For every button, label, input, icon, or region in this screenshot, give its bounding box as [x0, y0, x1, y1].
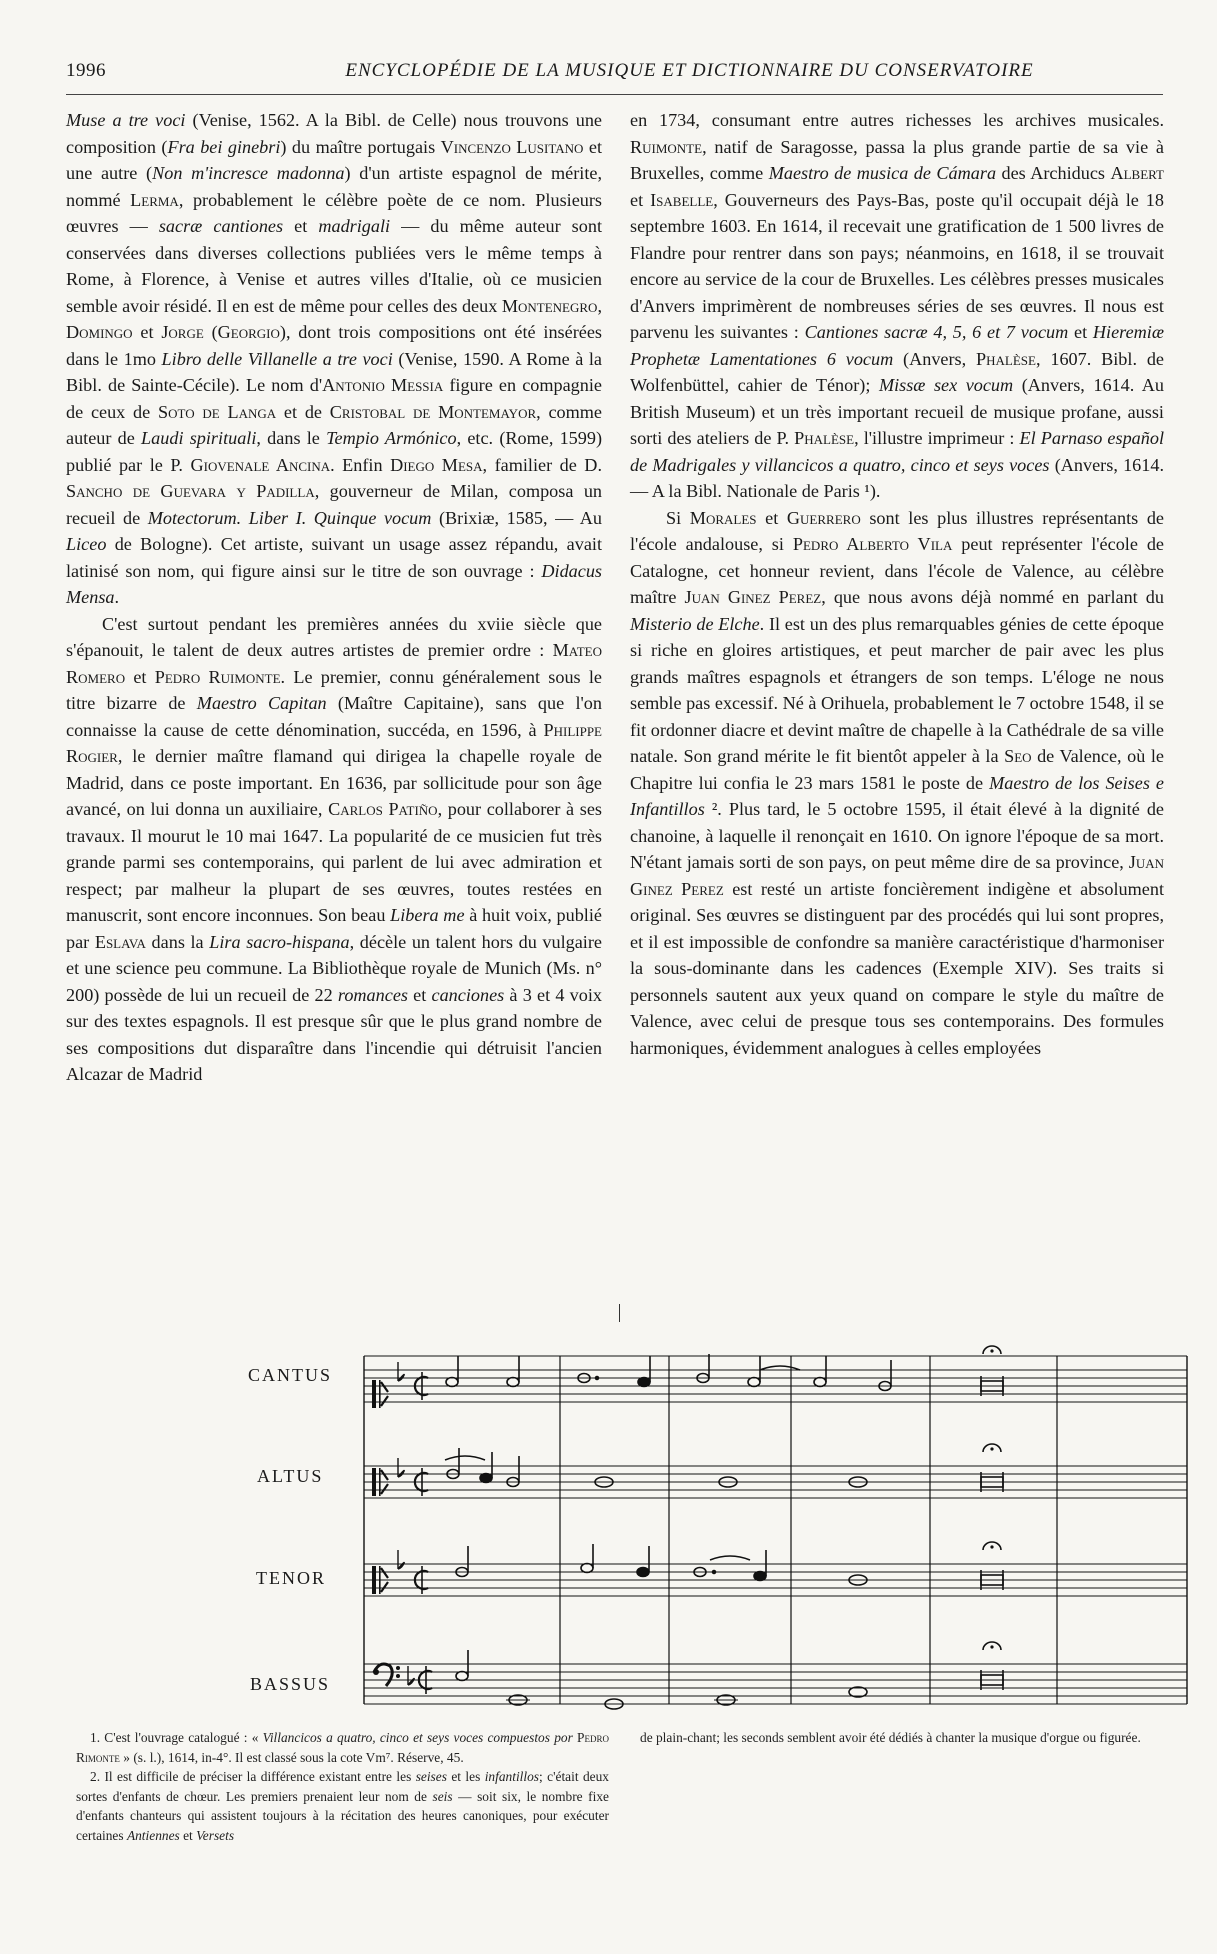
text-run: 2. Il est difficile de préciser la différence existant entre les — [90, 1769, 416, 1784]
text-run: , le dernier maître flamand qui dirigea la chapelle royale de Madrid, dans ce poste important. En 1636, par sollicitude pour son âge avancé, on lui donna un auxiliaire, — [66, 746, 602, 819]
page-header — [66, 60, 1163, 86]
text-run: Pedro Alberto Vila — [792, 534, 953, 554]
text-run: Phalèse — [976, 348, 1036, 369]
text-run: Muse a tre voci — [66, 110, 186, 130]
voice-label-cantus: CANTUS — [248, 1365, 333, 1385]
text-run: (Maître Capitaine), sans que l'on connaisse la cause de cette dénomination, succéda, en 1596, à — [66, 693, 602, 740]
text-run: ; c'était deux sortes d'enfants de chœur. Les premiers prenaient leur nom de — [76, 1769, 609, 1804]
text-run: sont les plus illustres représentants de l'école andalouse, si — [630, 507, 1164, 554]
text-run: Pedro Ruimonte — [154, 666, 281, 687]
page-number: 1996 — [66, 60, 106, 81]
text-run: Cristobal de Montemayor — [329, 401, 537, 422]
text-run: , comme auteur de — [66, 401, 602, 448]
text-run: Eslava — [94, 931, 146, 952]
text-run: Libro delle Villanelle a tre voci — [161, 348, 393, 369]
right-paragraph-2 — [630, 505, 1164, 1062]
text-run: (Venise, 1562. A la Bibl. de Celle) nous trouvons une composition ( — [66, 110, 602, 157]
text-run: et — [132, 322, 162, 342]
text-run: Antiennes — [126, 1827, 180, 1843]
text-run: seises — [415, 1769, 447, 1784]
text-run: de plain-chant; les seconds semblent avoir été dédiés à chanter la musique d'orgue ou figurée. — [640, 1730, 1141, 1745]
text-run: et — [283, 216, 319, 236]
footnotes-right — [640, 1728, 1164, 1748]
music-score — [240, 1342, 1195, 1722]
right-column — [630, 107, 1164, 1061]
text-run: Isabelle — [650, 189, 714, 210]
text-run: sacræ cantiones — [158, 216, 284, 236]
text-run: El Parnaso español de Madrigales y villancicos a quatro, cinco et seys voces — [630, 428, 1165, 475]
text-run: ), dont trois compositions ont été insérées dans le 1mo — [66, 322, 602, 369]
column-divider — [619, 1304, 620, 1322]
text-run: figure en compagnie de ceux de — [66, 375, 602, 422]
text-run: et les — [446, 1769, 485, 1784]
text-run: , dans le — [256, 428, 327, 448]
text-run: à 3 et 4 voix sur des textes espagnols. Il est presque sûr que le plus grand nombre de ses compositions dut disparaître dans l'incendie qui détruisit l'ancien Alcazar de Madrid — [66, 984, 602, 1084]
text-run: seis — [432, 1788, 453, 1804]
text-run: et — [630, 189, 651, 210]
text-run: Motectorum. Liber I. Quinque vocum — [147, 507, 432, 528]
text-run: Jorge — [161, 322, 204, 342]
text-run: ². Plus tard, le 5 octobre 1595, il était élevé à la dignité de chanoine, à laquelle il renonçait en 1610. On ignore l'époque de sa mort. N'étant jamais sorti de son pays, on peut même dire de sa province, — [630, 799, 1164, 872]
text-run: Lira sacro-hispana — [209, 931, 350, 952]
text-run: Carlos Patiño — [328, 799, 438, 819]
text-run: romances — [337, 984, 408, 1005]
text-run: ( — [203, 322, 218, 342]
score-staves — [240, 1342, 1195, 1722]
footnotes-left — [76, 1728, 609, 1845]
text-run: Didacus Mensa — [66, 560, 602, 607]
text-run: Diego Mesa — [390, 454, 483, 475]
text-run: , que nous avons déjà nommé en parlant du — [821, 587, 1164, 607]
text-run: Libera me — [390, 905, 465, 925]
text-run: Soto de Langa — [158, 401, 277, 422]
text-run: Albert — [1110, 163, 1164, 183]
text-run: Montenegro — [501, 295, 598, 316]
text-run: (Anvers, 1614. — A la Bibl. Nationale de Paris ¹). — [630, 454, 1165, 501]
text-run: dans la — [145, 931, 210, 952]
text-run: Morales — [689, 507, 757, 528]
text-run: Laudi spirituali — [141, 428, 257, 448]
text-run: Hieremiæ Prophetæ Lamentationes 6 vocum — [630, 322, 1164, 369]
text-run: , natif de Saragosse, passa la plus grande partie de sa vie à Bruxelles, comme — [630, 136, 1164, 183]
text-run: Giovenale Ancina — [190, 454, 331, 475]
text-run: Missæ sex vocum — [878, 375, 1014, 395]
text-run: peut représenter l'école de Catalogne, cet honneur revient, dans l'école de Valence, au célèbre maître — [630, 534, 1164, 607]
text-run: canciones — [431, 984, 505, 1005]
left-paragraph-2 — [66, 611, 602, 1088]
text-run: (Brixiæ, 1585, — Au — [431, 507, 603, 528]
text-run: 1. C'est l'ouvrage catalogué : « — [90, 1730, 263, 1745]
header-rule — [66, 94, 1163, 95]
right-paragraph-1 — [630, 107, 1164, 505]
text-run: , — [597, 295, 602, 316]
text-run: Pedro Rimonte — [76, 1730, 609, 1765]
text-run: Guerrero — [786, 507, 861, 528]
text-run: , l'illustre imprimeur : — [854, 428, 1020, 448]
footnote-1 — [76, 1728, 609, 1767]
text-run: Sancho de Guevara y Padilla — [66, 481, 315, 501]
text-run: Misterio de Elche — [630, 613, 760, 634]
text-run: Liceo — [66, 534, 107, 554]
text-run: , Gouverneurs des Pays-Bas, poste qu'il occupait déjà le 18 septembre 1603. En 1614, il recevait une gratification de 1 500 livres de Flandre pour rentrer dans son pays; néanmoins, en 1618, il se trouvait encore au service de la cour de Bruxelles. Les célèbres presses musicales d'Anvers imprimèrent de nombreuses séries de ses œuvres. Il nous est parvenu les suivantes : — [630, 189, 1164, 342]
text-run: , probablement le célèbre poète de ce nom. Plusieurs œuvres — — [66, 189, 602, 236]
footnote-2-continued — [640, 1728, 1164, 1748]
text-run: Juan Ginez Perez — [630, 852, 1164, 899]
text-run: Maestro de musica de Cámara — [768, 163, 997, 183]
text-run: Georgio — [217, 322, 280, 342]
text-run: , décèle un talent hors du vulgaire et une science peu commune. La Bibliothèque royale de Munich (Ms. n° 200) possède de lui un recueil de 22 — [66, 931, 602, 1005]
text-run: C'est surtout pendant les premières années du xviie siècle que s'épanouit, le talent de deux autres artistes de premier ordre : — [66, 613, 602, 660]
text-run: . Il est un des plus remarquables génies de cette époque si riche en gloires artistiques, et peut marcher de pair avec les plus grands maîtres espagnols et étrangers de son temps. L'éloge ne nous semble pas excessif. Né à Orihuela, probablement le 7 octobre 1548, il se fit ordonner diacre et devint maître de chapelle à la Cathédrale de sa ville natale. Son grand mérite le fit bientôt appeler à la — [630, 613, 1165, 766]
text-run: , pour collaborer à ses travaux. Il mourut le 10 mai 1647. La popularité de ce musicien fut très grande parmi ses contemporains, qui parlent de lui avec admiration et respect; par malheur la plupart de ses œuvres, toutes restées en manuscrit, sont encore inconnues. Son beau — [66, 799, 602, 925]
text-run: , 1607. Bibl. de Wolfenbüttel, cahier de Ténor); — [630, 348, 1164, 395]
text-run: Cantiones sacræ 4, 5, 6 et 7 vocum — [804, 322, 1069, 342]
text-run: , gouverneur de Milan, composa un recueil de — [66, 481, 603, 528]
text-run: . Le premier, connu généralement sous le titre bizarre de — [66, 666, 602, 713]
text-run: , etc. (Rome, 1599) publié par le P. — [66, 428, 603, 475]
text-run: . — [114, 587, 120, 607]
text-run: » (s. l.), 1614, in-4°. Il est classé sous la cote Vm⁷. Réserve, 45. — [119, 1749, 464, 1765]
text-run: madrigali — [318, 216, 391, 236]
text-run: et — [125, 666, 155, 687]
text-run: , familier de D. — [482, 454, 602, 475]
text-run: Mateo Romero — [66, 640, 602, 687]
text-run: — du même auteur sont conservées dans diverses collections publiées vers le même temps à Rome, à Florence, à Venise et autres villes d'Italie, où ce musicien semble avoir résidé. Il en est de même pour celles des deux — [66, 216, 603, 316]
text-run: de Valence, où le Chapitre lui confia le 23 mars 1581 le poste de — [630, 746, 1164, 793]
running-title: ENCYCLOPÉDIE DE LA MUSIQUE ET DICTIONNAIRE DU CONSERVATOIRE — [345, 60, 1034, 81]
text-run: (Anvers, — [893, 348, 977, 369]
text-run: Lerma — [130, 189, 179, 210]
text-run: . Enfin — [330, 454, 391, 475]
text-run: et — [1068, 322, 1093, 342]
text-run: et — [407, 984, 432, 1005]
text-run: ) d'un artiste espagnol de mérite, nommé — [66, 163, 602, 210]
text-run: Maestro Capitan — [196, 693, 327, 713]
text-run: infantillos — [484, 1769, 540, 1784]
text-run: en 1734, consumant entre autres richesses les archives musicales. — [630, 110, 1164, 130]
text-run: et une autre ( — [66, 136, 603, 183]
text-run: Versets — [196, 1827, 235, 1843]
text-run: est resté un artiste foncièrement indigène et absolument original. Ses œuvres se distinguent par des procédés qui lui sont propres, et il est impossible de confondre sa manière caractéristique d'harmoniser la sous-dominante dans les cadences (Exemple XIV). Ses traits si personnels sautent aux yeux quand on compare le style du maître de Valence, avec celui de presque tous ses contemporains. Des formules harmoniques, évidemment analogues à celles employées — [630, 878, 1165, 1058]
text-run: Philippe Rogier — [66, 719, 602, 766]
voice-label-tenor: TENOR — [256, 1568, 326, 1588]
text-run: des Archiducs — [996, 163, 1111, 183]
text-run: (Venise, 1590. A Rome à la Bibl. de Sainte-Cécile). Le nom d' — [66, 348, 603, 395]
text-run: Ruimonte — [630, 136, 703, 157]
text-run: (Anvers, 1614. Au British Museum) et un très important recueil de musique profane, aussi sorti des ateliers de P. — [630, 375, 1165, 448]
text-run: et — [179, 1827, 197, 1843]
left-paragraph-1 — [66, 107, 602, 611]
text-run: Maestro de los Seises e Infantillos — [630, 772, 1164, 819]
text-run: Vincenzo Lusitano — [440, 136, 584, 157]
text-run: et de — [276, 401, 330, 422]
footnote-2 — [76, 1767, 609, 1845]
text-run: ) du maître portugais — [280, 136, 441, 157]
text-run: Tempio Armónico — [326, 428, 457, 448]
text-run: — soit six, le nombre fixe d'enfants chanteurs qui assistent toujours à la récitation des heures canoniques, pour exécuter certaines — [76, 1788, 609, 1843]
text-run: Non m'increscе madonna — [152, 163, 345, 183]
text-run: de Bologne). Cet artiste, suivant un usage assez répandu, avait latinisé son nom, qui figure ainsi sur le titre de son ouvrage : — [66, 534, 602, 581]
text-run: à huit voix, publié par — [66, 905, 602, 952]
text-run: Villancicos a quatro, cinco et seys voces compuestos por — [262, 1730, 573, 1745]
text-run: Juan Ginez Perez — [684, 587, 822, 607]
text-run: Seo — [1004, 746, 1032, 766]
text-run: Domingo — [66, 322, 133, 342]
text-run: Fra bei ginebri — [167, 136, 281, 157]
voice-label-altus: ALTUS — [257, 1466, 324, 1486]
text-run: Antonio Messia — [322, 375, 444, 395]
left-column — [66, 107, 602, 1088]
text-run: Si — [666, 507, 690, 528]
text-run: Phalèse — [794, 428, 855, 448]
text-run: et — [756, 507, 787, 528]
voice-label-bassus: BASSUS — [250, 1674, 331, 1694]
